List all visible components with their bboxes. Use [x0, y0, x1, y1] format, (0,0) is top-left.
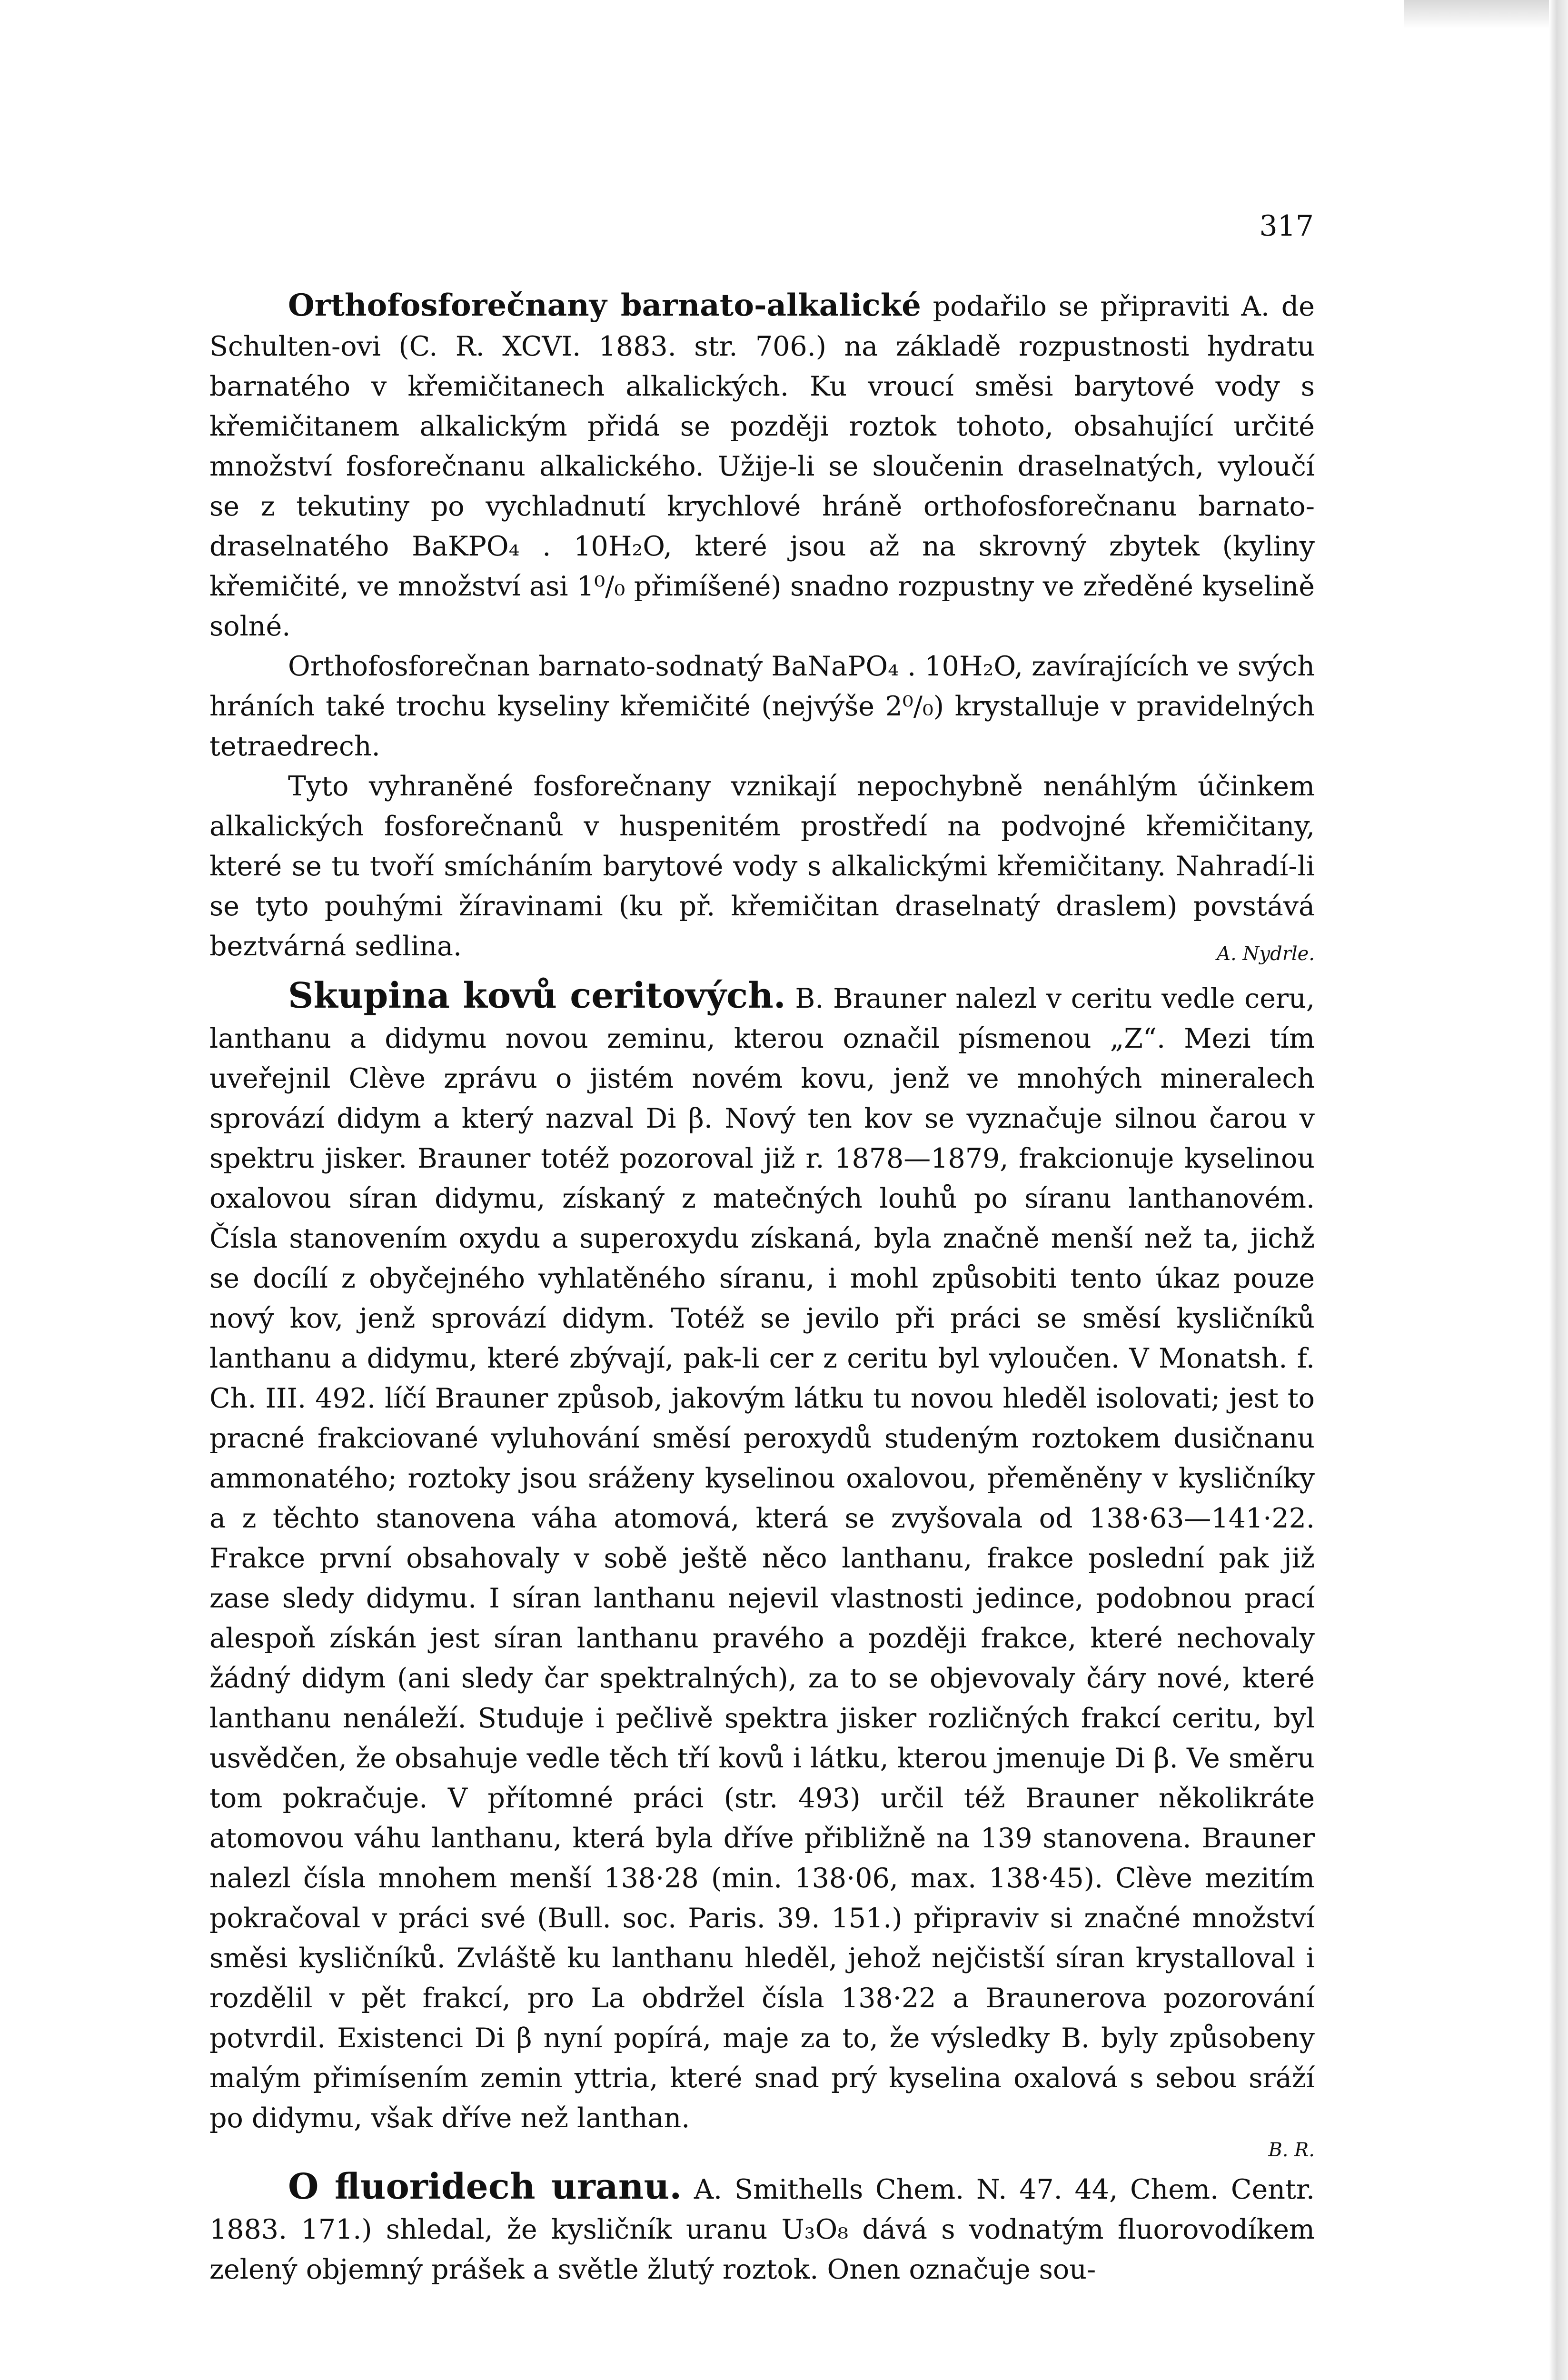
paragraph-text: B. Brauner nalezl v ceritu vedle ceru, lanthanu a didymu novou zeminu, kterou označil písmenou „Z“. Mezi tím uveřejnil Clève zprávu o jistém novém kovu, jenž ve mnohých mineralech sprovází didym a který nazval Di β. Nový ten kov se vyznačuje silnou čarou v spektru jisker. Brauner totéž pozoroval již r. 1878—1879, frakcionuje kyselinou oxalovou síran didymu, získaný z matečných louhů po síranu lanthanovém. Čísla stanovením oxydu a superoxydu získaná, byla značně menší než ta, jichž se docílí z obyčejného vyhlatěného síranu, i mohl způsobiti tento úkaz pouze nový kov, jenž sprovází didym. Totéž se jevilo při práci se směsí kysličníků lanthanu a didymu, které zbývají, pak-li cer z ceritu byl vyloučen. V Monatsh. f. Ch. III. 492. líčí Brauner způsob, jakovým látku tu novou hleděl isolovati; jest to pracné frakciované vyluhování směsí peroxydů studeným roztokem dusičnanu ammonatého; roztoky jsou sráženy kyselinou oxalovou, přeměněny v kysličníky a z těchto stanovena váha atomová, která se zvyšovala od 138·63—141·22. Frakce první obsahovaly v sobě ještě něco lanthanu, frakce poslední pak již zase sledy didymu. I síran lanthanu nejevil vlastnosti jedince, podobnou prací alespoň získán jest síran lanthanu pravého a později frakce, které nechovaly žádný didym (ani sledy čar spektralných), za to se objevovaly čáry nové, které lanthanu nenáleží. Studuje i pečlivě spektra jisker rozličných frakcí ceritu, byl usvědčen, že obsahuje vedle těch tří kovů i látku, kterou jmenuje Di β. Ve směru tom pokračuje. V přítomné práci (str. 493) určil též Brauner několikráte atomovou váhu lanthanu, která byla dříve přibližně na 139 stanovena. Brauner nalezl čísla mnohem menší 138·28 (min. 138·06, max. 138·45). Clève mezitím pokračoval v práci své (Bull. soc. Paris. 39. 151.) připraviv si značné množství směsi kysličníků. Zvláště ku lanthanu hleděl, jehož nejčistší síran krystalloval i rozdělil v pět frakcí, pro La obdržel čísla 138·22 a Braunerova pozorování potvrdil. Existenci Di β nyní popírá, maje za to, že výsledky B. byly způsobeny malým přimísením zemin yttria, které snad prý kyselina oxalová s sebou sráží po didymu, však dříve než lanthan. [209, 983, 1315, 2134]
section-heading-skupina-kovu: Skupina kovů ceritových. [288, 975, 786, 1016]
page-edge-shadow-right [1549, 0, 1568, 2380]
section-heading-fluoridy-uranu: O fluoridech uranu. [288, 2166, 682, 2207]
paragraph-text: A. Smithells Chem. N. 47. 44, Chem. Centr. 1883. 171.) shledal, že kysličník uranu U₃O₈ dává s vodnatým fluorovodíkem zelený objemný prášek a světle žlutý roztok. Onen označuje sou- [209, 2174, 1315, 2285]
paragraph-text: Tyto vyhraněné fosforečnany vznikají nepochybně nenáhlým účinkem alkalických fosforečnanů v huspenitém prostředí na podvojné křemičitany, které se tu tvoří smícháním barytové vody s alkalickými křemičitany. Nahradí-li se tyto pouhými žíravinami (ku př. křemičitan draselnatý draslem) povstává beztvárná sedlina. [209, 771, 1315, 962]
section-paragraph [209, 976, 1315, 2138]
section-paragraph [209, 286, 1315, 646]
page-number: 317 [1259, 209, 1314, 243]
paragraph [209, 766, 1315, 966]
paragraph-text: podařilo se připraviti A. de Schulten-ovi (C. R. XCVI. 1883. str. 706.) na základě rozpustnosti hydratu barnatého v křemičitanech alkalických. Ku vroucí směsi barytové vody s křemičitanem alkalickým přidá se později roztok tohoto, obsahující určité množství fosforečnanu alkalického. Užije-li se sloučenin draselnatých, vyloučí se z tekutiny po vychladnutí krychlové hráně orthofosforečnanu barnato-draselnatého BaKPO₄ . 10H₂O, které jsou až na skrovný zbytek (kyliny křemičité, ve množství asi 1⁰/₀ přimíšené) snadno rozpustny ve zředěné kyselině solné. [209, 291, 1315, 642]
section-heading-orthofosforecnany: Orthofosforečnany barnato-alkalické [288, 288, 921, 323]
section-paragraph [209, 2167, 1315, 2290]
author-signature: B. R. [1268, 2139, 1315, 2161]
paragraph [209, 646, 1315, 766]
paragraph-text: Orthofosforečnan barnato-sodnatý BaNaPO₄ . 10H₂O, zavírajících ve svých hráních také trochu kyseliny křemičité (nejvýše 2⁰/₀) krystalluje v pravidelných tetraedrech. [209, 651, 1315, 762]
page-edge-shadow-top [1404, 0, 1568, 29]
page-body [209, 286, 1315, 2290]
author-signature: A. Nydrle. [1217, 943, 1315, 965]
